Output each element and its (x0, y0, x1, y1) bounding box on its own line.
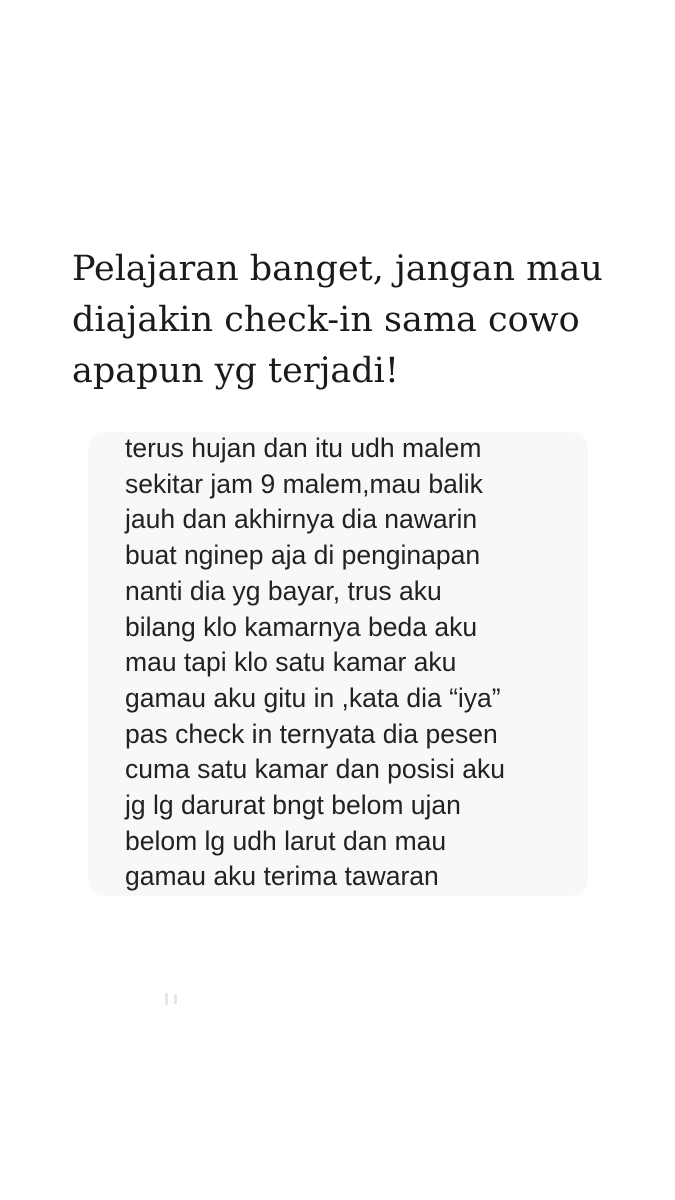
message-line: gamau aku terima tawaran (125, 861, 439, 892)
message-line: terus hujan dan itu udh malem (125, 433, 482, 463)
message-line: gamau aku gitu in ,kata dia “iya” (125, 682, 501, 713)
message-line: bilang klo kamarnya beda aku (125, 611, 478, 642)
message-line: buat nginep aja di penginapan (125, 540, 481, 571)
message-line: mau tapi klo satu kamar aku (125, 647, 457, 678)
headline-line: apapun yg terjadi! (72, 351, 399, 391)
message-line: jauh dan akhirnya dia nawarin (125, 504, 478, 535)
message-line: pas check in ternyata dia pesen (125, 718, 498, 749)
faint-artifact-mark (174, 994, 177, 1004)
message-line: belom lg udh larut dan mau (125, 825, 447, 856)
headline-line: Pelajaran banget, jangan mau (72, 249, 603, 289)
story-headline (72, 244, 652, 397)
faint-artifact-mark (165, 993, 168, 1005)
message-line: jg lg darurat bngt belom ujan (125, 790, 461, 821)
message-line: cuma satu kamar dan posisi aku (125, 754, 506, 785)
quoted-message-text (125, 431, 505, 895)
message-line: sekitar jam 9 malem,mau balik (125, 468, 483, 499)
message-line: nanti dia yg bayar, trus aku (125, 575, 442, 606)
headline-line: diajakin check-in sama cowo (72, 300, 580, 340)
